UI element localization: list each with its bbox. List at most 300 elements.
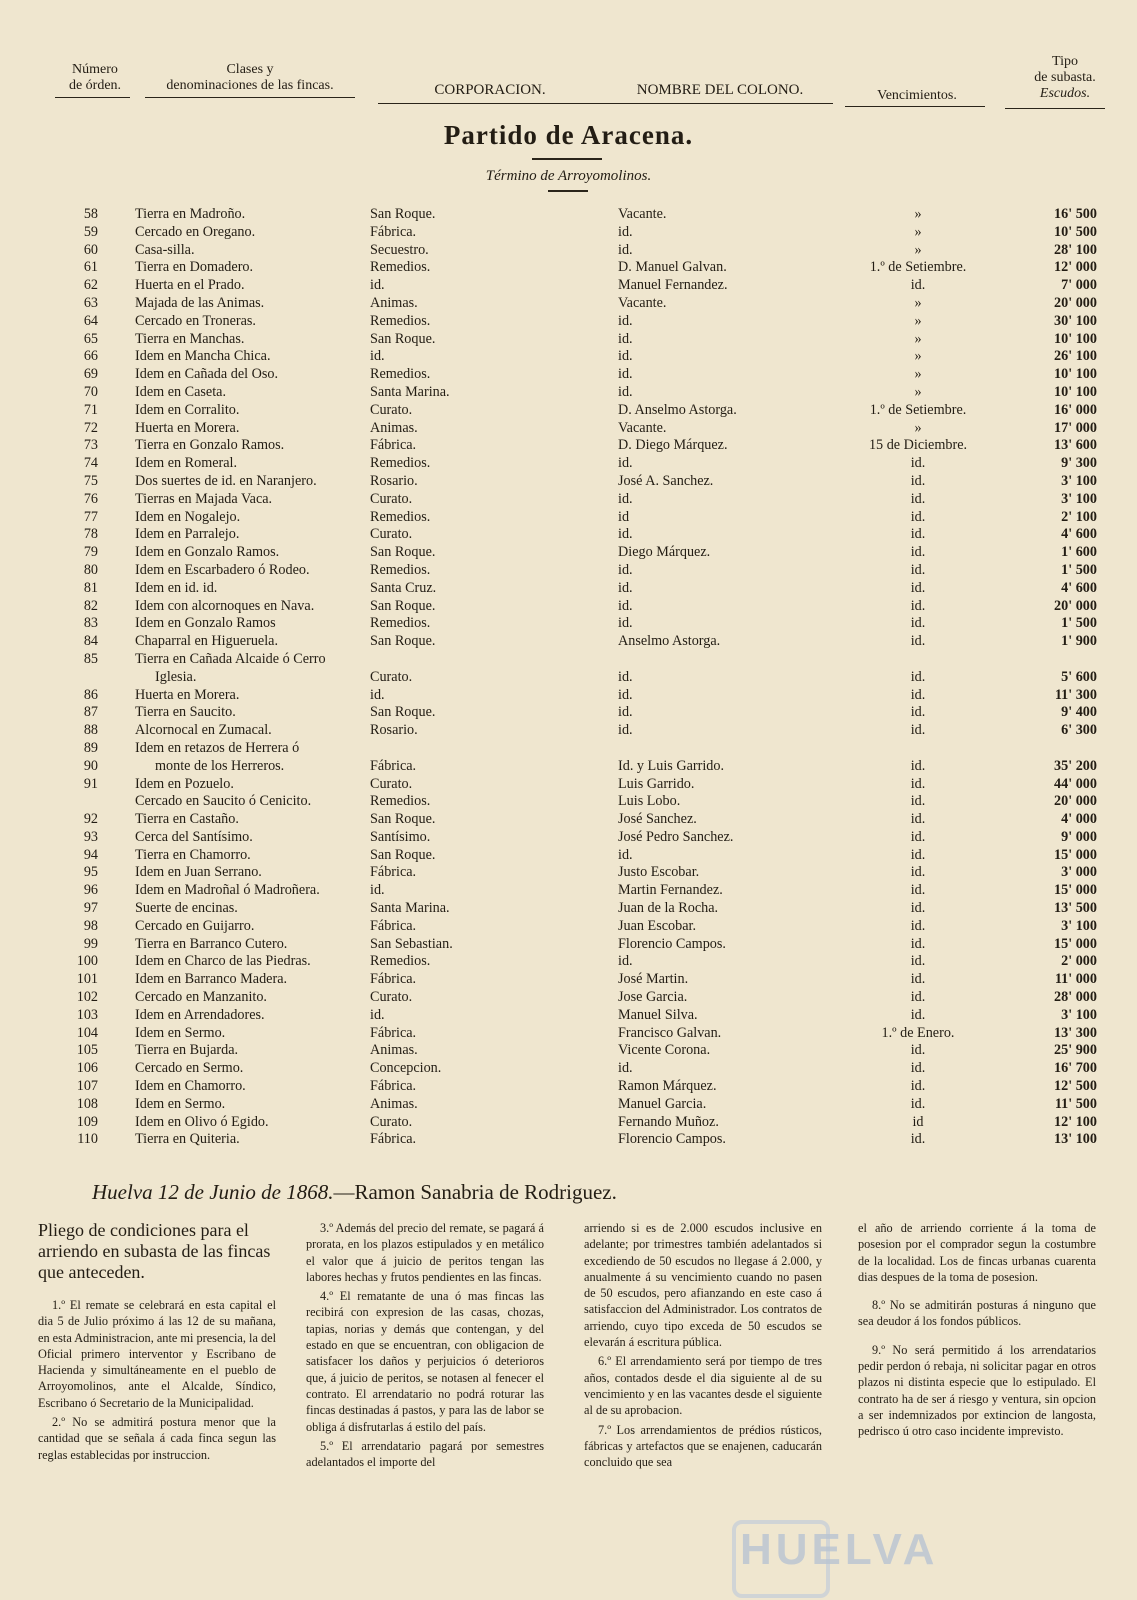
table-row	[0, 509, 1137, 527]
row-finca: Idem en id. id.	[135, 579, 218, 596]
row-finca: Idem en Gonzalo Ramos	[135, 615, 276, 632]
row-finca: Dos suertes de id. en Naranjero.	[135, 472, 317, 489]
row-colono: Florencio Campos.	[618, 935, 726, 952]
row-number: 86	[83, 686, 98, 703]
row-number: 84	[83, 633, 98, 650]
row-colono: id.	[618, 223, 633, 240]
row-number: 100	[76, 953, 98, 970]
row-vencimiento: id.	[910, 846, 926, 863]
row-escudos: 9' 400	[1061, 704, 1097, 721]
row-colono: Anselmo Astorga.	[618, 633, 721, 650]
row-number: 101	[76, 971, 98, 988]
row-finca: Alcornocal en Zumacal.	[135, 722, 272, 739]
condition-paragraph: 7.º Los arrendamientos de prédios rústicos, fábricas y artefactos que se enajenen, caducarán concluido que sea	[584, 1422, 822, 1470]
row-vencimiento: id.	[910, 935, 926, 952]
table-row	[0, 1114, 1137, 1132]
table-row	[0, 1025, 1137, 1043]
row-corporacion: Santa Marina.	[370, 900, 450, 917]
row-colono: Manuel Garcia.	[618, 1095, 707, 1112]
row-colono: Vicente Corona.	[618, 1042, 711, 1059]
row-colono: Jose Garcia.	[618, 989, 688, 1006]
row-escudos: 44' 000	[1054, 775, 1097, 792]
row-colono: José A. Sanchez.	[618, 472, 714, 489]
condition-paragraph: 5.º El arrendatario pagará por semestres adelantados el importe del	[306, 1438, 544, 1470]
table-row	[0, 313, 1137, 331]
row-corporacion: Rosario.	[370, 472, 418, 489]
row-colono: Manuel Fernandez.	[618, 277, 728, 294]
row-escudos: 10' 100	[1054, 366, 1097, 383]
row-escudos: 15' 000	[1054, 846, 1097, 863]
row-finca: Idem en Charco de las Piedras.	[135, 953, 311, 970]
row-colono: D. Manuel Galvan.	[618, 259, 727, 276]
row-vencimiento: id.	[910, 953, 926, 970]
row-colono: Martin Fernandez.	[618, 882, 723, 899]
row-vencimiento: id	[912, 1113, 924, 1130]
row-finca: Idem en Arrendadores.	[135, 1006, 265, 1023]
row-corporacion: Remedios.	[370, 793, 431, 810]
row-corporacion: Remedios.	[370, 455, 431, 472]
row-number: 79	[83, 544, 98, 561]
row-vencimiento: id.	[910, 1131, 926, 1148]
row-colono: José Sanchez.	[618, 811, 697, 828]
row-number: 76	[83, 490, 98, 507]
row-escudos: 9' 000	[1061, 828, 1097, 845]
row-escudos: 4' 600	[1061, 526, 1097, 543]
row-number: 99	[83, 935, 98, 952]
row-finca: Idem en Gonzalo Ramos.	[135, 544, 280, 561]
row-vencimiento: »	[914, 312, 922, 329]
row-number: 87	[83, 704, 98, 721]
table-row	[0, 953, 1137, 971]
row-colono: id.	[618, 330, 633, 347]
row-corporacion: Remedios.	[370, 508, 431, 525]
row-vencimiento: id.	[910, 561, 926, 578]
row-finca: Tierra en Saucito.	[135, 704, 236, 721]
pliego-title: Pliego de condiciones para el arriendo en subasta de las fincas que anteceden.	[38, 1220, 271, 1282]
row-number: 78	[83, 526, 98, 543]
row-vencimiento: id.	[910, 597, 926, 614]
row-finca: Cercado en Saucito ó Cenicito.	[135, 793, 312, 810]
row-finca: Cercado en Manzanito.	[135, 989, 267, 1006]
header-rule	[145, 97, 355, 98]
row-vencimiento: id.	[910, 455, 926, 472]
row-finca: Iglesia.	[155, 668, 197, 685]
table-row	[0, 384, 1137, 402]
row-vencimiento: id.	[910, 989, 926, 1006]
row-escudos: 17' 000	[1054, 419, 1097, 436]
row-colono: José Martin.	[618, 971, 689, 988]
row-corporacion: San Roque.	[370, 811, 436, 828]
row-escudos: 1' 600	[1061, 544, 1097, 561]
row-corporacion: Fábrica.	[370, 864, 417, 881]
table-row	[0, 242, 1137, 260]
row-escudos: 2' 100	[1061, 508, 1097, 525]
row-escudos: 1' 500	[1061, 615, 1097, 632]
row-colono: id.	[618, 722, 633, 739]
row-vencimiento: id.	[910, 828, 926, 845]
row-number: 108	[76, 1095, 98, 1112]
row-number: 109	[76, 1113, 98, 1130]
row-colono: Florencio Campos.	[618, 1131, 726, 1148]
row-corporacion: Fábrica.	[370, 757, 417, 774]
row-escudos: 4' 000	[1061, 811, 1097, 828]
row-colono: Vacante.	[618, 206, 667, 222]
header-tipo-line3: Escudos.	[1039, 86, 1091, 101]
row-number: 74	[83, 455, 98, 472]
table-row	[0, 971, 1137, 989]
row-corporacion: Animas.	[370, 294, 418, 311]
condition-paragraph: 2.º No se admitirá postura menor que la cantidad que se señala á cada finca segun las reglas establecidas por instruccion.	[38, 1415, 276, 1462]
row-escudos: 28' 000	[1054, 989, 1097, 1006]
row-escudos: 6' 300	[1061, 722, 1097, 739]
row-escudos: 20' 000	[1054, 294, 1097, 311]
row-finca: Tierra en Bujarda.	[135, 1042, 239, 1059]
row-colono: id.	[618, 490, 633, 507]
row-finca: Cercado en Oregano.	[135, 223, 256, 240]
row-corporacion: Curato.	[370, 490, 413, 507]
row-finca: Tierra en Madroño.	[135, 206, 246, 222]
header-clases	[140, 62, 360, 94]
row-colono: id.	[618, 846, 633, 863]
table-row	[0, 615, 1137, 633]
table-row	[0, 882, 1137, 900]
row-colono: id.	[618, 953, 633, 970]
table-row	[0, 580, 1137, 598]
table-row	[0, 1131, 1137, 1149]
row-colono: id.	[618, 241, 633, 258]
signature	[92, 1180, 617, 1205]
table-row	[0, 348, 1137, 366]
row-number: 81	[83, 579, 98, 596]
table-row	[0, 1078, 1137, 1096]
row-colono: Juan de la Rocha.	[618, 900, 719, 917]
row-corporacion: id.	[370, 348, 385, 365]
row-corporacion: San Roque.	[370, 597, 436, 614]
row-vencimiento: 1.º de Enero.	[881, 1024, 955, 1041]
row-finca: Cercado en Guijarro.	[135, 917, 255, 934]
table-row	[0, 722, 1137, 740]
row-corporacion: Concepcion.	[370, 1060, 442, 1077]
table-row	[0, 864, 1137, 882]
header-numero	[55, 62, 135, 94]
row-escudos: 20' 000	[1054, 597, 1097, 614]
row-colono: id.	[618, 366, 633, 383]
row-number: 103	[76, 1006, 98, 1023]
row-finca: Cercado en Troneras.	[135, 312, 256, 329]
row-colono: id.	[618, 561, 633, 578]
row-finca: Idem en Caseta.	[135, 383, 226, 400]
header-tipo-line1: Tipo	[1052, 54, 1078, 69]
row-escudos: 12' 000	[1054, 259, 1097, 276]
row-corporacion: San Roque.	[370, 206, 436, 222]
row-colono: id	[618, 508, 630, 525]
row-escudos: 9' 300	[1061, 455, 1097, 472]
row-escudos: 4' 600	[1061, 579, 1097, 596]
table-row	[0, 633, 1137, 651]
table-row	[0, 758, 1137, 776]
row-number: 97	[83, 900, 98, 917]
row-colono: Id. y Luis Garrido.	[618, 757, 724, 774]
row-corporacion: Fábrica.	[370, 917, 417, 934]
row-colono: José Pedro Sanchez.	[618, 828, 734, 845]
condition-paragraph: 6.º El arrendamiento será por tiempo de tres años, contados desde el dia siguiente al de su vencimiento y en las vacantes desde el siguiente al de su aprobacion.	[584, 1354, 822, 1418]
table-row	[0, 366, 1137, 384]
row-corporacion: Secuestro.	[370, 241, 429, 258]
table-row	[0, 455, 1137, 473]
row-finca: Tierra en Castaño.	[135, 811, 239, 828]
row-number: 70	[83, 383, 98, 400]
row-colono: id.	[618, 348, 633, 365]
row-escudos: 15' 000	[1054, 882, 1097, 899]
row-corporacion: Animas.	[370, 419, 418, 436]
row-number: 95	[83, 864, 98, 881]
table-row	[0, 847, 1137, 865]
table-row	[0, 740, 1137, 758]
row-number: 85	[83, 650, 98, 667]
row-escudos: 15' 000	[1054, 935, 1097, 952]
signature-place-date: Huelva 12 de Junio de 1868.	[92, 1180, 334, 1204]
table-row	[0, 224, 1137, 242]
row-corporacion: Remedios.	[370, 615, 431, 632]
row-escudos: 13' 500	[1054, 900, 1097, 917]
row-corporacion: Fábrica.	[370, 437, 417, 454]
row-finca: Tierras en Majada Vaca.	[135, 490, 273, 507]
header-tipo-line2: de subasta.	[1034, 70, 1096, 85]
row-corporacion: Santa Marina.	[370, 383, 450, 400]
row-finca: Tierra en Domadero.	[135, 259, 254, 276]
row-number: 64	[83, 312, 98, 329]
row-number: 75	[83, 472, 98, 489]
row-vencimiento: 15 de Diciembre.	[868, 437, 968, 454]
row-escudos: 5' 600	[1061, 668, 1097, 685]
row-colono: Justo Escobar.	[618, 864, 700, 881]
row-colono: Luis Garrido.	[618, 775, 695, 792]
row-colono: id.	[618, 383, 633, 400]
row-colono: id.	[618, 1060, 633, 1077]
row-escudos: 16' 500	[1054, 206, 1097, 222]
row-vencimiento: id.	[910, 882, 926, 899]
table-row	[0, 776, 1137, 794]
pliego-column-4	[858, 1220, 1096, 1443]
row-finca: Idem en retazos de Herrera ó	[135, 739, 300, 756]
table-row	[0, 704, 1137, 722]
row-corporacion: Curato.	[370, 668, 413, 685]
row-vencimiento: id.	[910, 579, 926, 596]
row-finca: monte de los Herreros.	[155, 757, 285, 774]
row-finca: Tierra en Quiteria.	[135, 1131, 240, 1148]
row-finca: Idem en Juan Serrano.	[135, 864, 262, 881]
row-corporacion: Curato.	[370, 989, 413, 1006]
row-colono: id.	[618, 704, 633, 721]
row-escudos: 12' 100	[1054, 1113, 1097, 1130]
row-number: 77	[83, 508, 98, 525]
row-finca: Cerca del Santísimo.	[135, 828, 253, 845]
row-finca: Idem en Barranco Madera.	[135, 971, 288, 988]
row-escudos: 3' 100	[1061, 1006, 1097, 1023]
row-vencimiento: id.	[910, 1095, 926, 1112]
row-number: 104	[76, 1024, 98, 1041]
header-rule	[378, 103, 833, 104]
row-vencimiento: id.	[910, 1042, 926, 1059]
row-vencimiento: »	[914, 366, 922, 383]
row-finca: Huerta en Morera.	[135, 686, 240, 703]
row-vencimiento: id.	[910, 971, 926, 988]
table-row	[0, 420, 1137, 438]
row-vencimiento: id.	[910, 633, 926, 650]
table-row	[0, 900, 1137, 918]
row-escudos: 16' 700	[1054, 1060, 1097, 1077]
row-number: 72	[83, 419, 98, 436]
table-row	[0, 437, 1137, 455]
row-escudos: 10' 100	[1054, 330, 1097, 347]
row-corporacion: Santísimo.	[370, 828, 431, 845]
row-colono: id.	[618, 312, 633, 329]
row-finca: Majada de las Animas.	[135, 294, 265, 311]
header-rule	[1005, 108, 1105, 109]
table-row	[0, 206, 1137, 224]
row-escudos: 13' 600	[1054, 437, 1097, 454]
table-row	[0, 544, 1137, 562]
row-finca: Idem en Pozuelo.	[135, 775, 234, 792]
subtitle: Término de Arroyomolinos.	[485, 168, 652, 184]
row-vencimiento: 1.º de Setiembre.	[869, 259, 967, 276]
row-number: 83	[83, 615, 98, 632]
row-colono: Juan Escobar.	[618, 917, 697, 934]
row-corporacion: id.	[370, 686, 385, 703]
row-finca: Idem con alcornoques en Nava.	[135, 597, 315, 614]
fincas-table	[0, 206, 1137, 1149]
row-number: 94	[83, 846, 98, 863]
row-number: 98	[83, 917, 98, 934]
row-finca: Idem en Escarbadero ó Rodeo.	[135, 561, 310, 578]
table-row	[0, 651, 1137, 669]
table-row	[0, 989, 1137, 1007]
row-finca: Casa-silla.	[135, 241, 195, 258]
table-row	[0, 1007, 1137, 1025]
row-escudos: 3' 100	[1061, 490, 1097, 507]
row-finca: Idem en Nogalejo.	[135, 508, 241, 525]
condition-paragraph: el año de arriendo corriente á la toma de posesion por el comprador segun la costumbre de la localidad. Los de fincas urbanas cuarenta dias despues de la toma de posesion.	[858, 1221, 1096, 1284]
table-row	[0, 491, 1137, 509]
row-colono: D. Anselmo Astorga.	[618, 401, 737, 418]
condition-paragraph: 3.º Además del precio del remate, se pagará á prorata, en los plazos estipulados y en metálico el valor que á juicio de peritos tengan las labores hechas y frutos pendientes en las fincas.	[306, 1221, 544, 1284]
subtitle-rule	[548, 190, 588, 192]
row-finca: Idem en Parralejo.	[135, 526, 240, 543]
row-number: 62	[83, 277, 98, 294]
row-colono: id.	[618, 526, 633, 543]
table-row	[0, 811, 1137, 829]
row-corporacion: Fábrica.	[370, 1024, 417, 1041]
row-finca: Tierra en Manchas.	[135, 330, 245, 347]
table-row	[0, 829, 1137, 847]
row-corporacion: Remedios.	[370, 312, 431, 329]
row-vencimiento: »	[914, 330, 922, 347]
row-vencimiento: id.	[910, 615, 926, 632]
row-escudos: 28' 100	[1054, 241, 1097, 258]
header-clases-line1: Clases y	[226, 62, 274, 77]
row-escudos: 13' 300	[1054, 1024, 1097, 1041]
row-escudos: 3' 000	[1061, 864, 1097, 881]
row-number: 61	[83, 259, 98, 276]
pliego-column-2	[306, 1220, 544, 1473]
header-corporacion: CORPORACION.	[434, 82, 546, 98]
row-escudos: 16' 000	[1054, 401, 1097, 418]
row-vencimiento: id.	[910, 490, 926, 507]
row-corporacion: Rosario.	[370, 722, 418, 739]
row-vencimiento: »	[914, 294, 922, 311]
row-escudos: 10' 500	[1054, 223, 1097, 240]
row-vencimiento: 1.º de Setiembre.	[869, 401, 967, 418]
row-vencimiento: id.	[910, 900, 926, 917]
header-tipo	[1010, 54, 1120, 102]
row-corporacion: San Sebastian.	[370, 935, 453, 952]
row-corporacion: Remedios.	[370, 561, 431, 578]
header-numero-line1: Número	[72, 62, 118, 77]
row-finca: Idem en Corralito.	[135, 401, 240, 418]
row-escudos: 30' 100	[1054, 312, 1097, 329]
row-vencimiento: »	[914, 383, 922, 400]
condition-paragraph: 1.º El remate se celebrará en esta capital el dia 5 de Julio próximo á las 12 de su mañana, en esta Administracion, ante mi presencia, la del Oficial primero interventor y Escribano de Hacienda y simultáneamente en el pueblo de Arroyomolinos, ante el Alcalde, Síndico, Escribano ó Secretario de la Municipalidad.	[38, 1298, 276, 1410]
row-colono: Fernando Muñoz.	[618, 1113, 719, 1130]
table-row	[0, 669, 1137, 687]
row-colono: id.	[618, 615, 633, 632]
row-vencimiento: »	[914, 206, 922, 222]
archive-stamp: HUELVA	[740, 1525, 939, 1574]
row-vencimiento: id.	[910, 508, 926, 525]
row-colono: Francisco Galvan.	[618, 1024, 722, 1041]
row-corporacion: Remedios.	[370, 953, 431, 970]
row-escudos: 26' 100	[1054, 348, 1097, 365]
row-number: 91	[83, 775, 98, 792]
row-vencimiento: »	[914, 223, 922, 240]
row-vencimiento: id.	[910, 544, 926, 561]
row-vencimiento: id.	[910, 1006, 926, 1023]
header-clases-line2: denominaciones de las fincas.	[166, 78, 334, 93]
row-colono: id.	[618, 597, 633, 614]
row-escudos: 11' 000	[1054, 971, 1097, 988]
row-number: 93	[83, 828, 98, 845]
row-number: 66	[83, 348, 98, 365]
row-colono: Ramon Márquez.	[618, 1078, 717, 1095]
row-escudos: 10' 100	[1054, 383, 1097, 400]
row-finca: Idem en Olivo ó Egido.	[135, 1113, 269, 1130]
row-number: 73	[83, 437, 98, 454]
row-finca: Tierra en Gonzalo Ramos.	[135, 437, 285, 454]
row-corporacion: Curato.	[370, 401, 413, 418]
table-row	[0, 295, 1137, 313]
row-escudos: 2' 000	[1061, 953, 1097, 970]
table-row	[0, 473, 1137, 491]
row-number: 105	[76, 1042, 98, 1059]
condition-paragraph: 8.º No se admitirán posturas á ninguno que sea deudor á los fondos públicos.	[858, 1298, 1096, 1329]
row-number: 60	[83, 241, 98, 258]
row-colono: D. Diego Márquez.	[618, 437, 728, 454]
row-escudos: 13' 100	[1054, 1131, 1097, 1148]
pliego-column-1	[38, 1220, 276, 1466]
row-escudos: 25' 900	[1054, 1042, 1097, 1059]
page-title: Partido de Aracena.	[443, 120, 694, 150]
table-row	[0, 331, 1137, 349]
row-number: 102	[76, 989, 98, 1006]
row-corporacion: Santa Cruz.	[370, 579, 437, 596]
row-corporacion: id.	[370, 1006, 385, 1023]
row-corporacion: Animas.	[370, 1095, 418, 1112]
table-row	[0, 1096, 1137, 1114]
header-vencimientos: Vencimientos.	[877, 88, 957, 103]
header-rule	[55, 97, 130, 98]
row-corporacion: San Roque.	[370, 330, 436, 347]
row-escudos: 1' 500	[1061, 561, 1097, 578]
